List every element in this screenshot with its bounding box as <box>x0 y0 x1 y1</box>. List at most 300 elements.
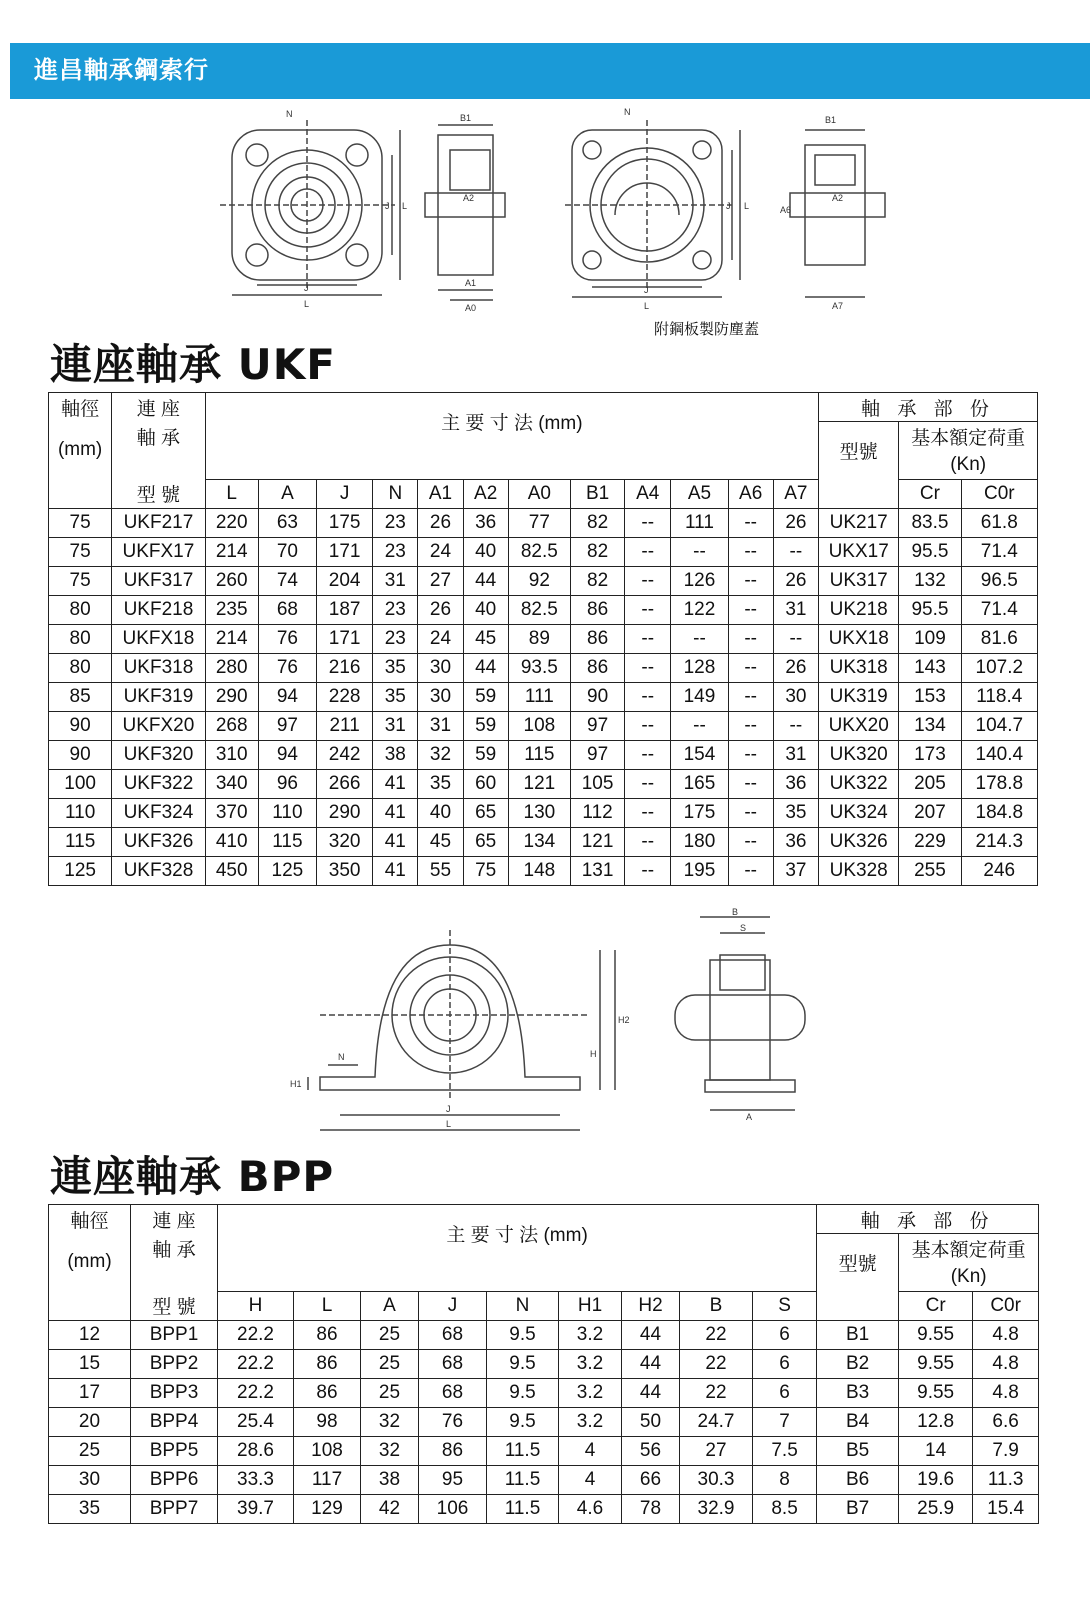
bpp-table-cell: 22.2 <box>218 1320 294 1349</box>
ukf-table-cell: -- <box>728 566 773 595</box>
ukf-table-cell: UK324 <box>819 798 899 827</box>
ukf-table-cell: 80 <box>49 595 112 624</box>
bpp-table-cell: 66 <box>622 1465 680 1494</box>
ukf-table-cell: 350 <box>317 856 373 885</box>
bpp-table-body <box>49 1320 1039 1523</box>
ukf-table-row <box>49 827 1038 856</box>
svg-text:A0: A0 <box>465 303 477 313</box>
bpp-table-cell: 9.5 <box>487 1407 559 1436</box>
bpp-col-header: H <box>218 1291 294 1320</box>
ukf-cor-header: C0r <box>961 479 1037 508</box>
ukf-table-row <box>49 624 1038 653</box>
ukf-dims-spacer <box>205 451 818 480</box>
bpp-table-cell: 68 <box>419 1378 487 1407</box>
bpp-table-cell: 106 <box>419 1494 487 1523</box>
ukf-table-cell: 36 <box>773 769 818 798</box>
ukf-col-header: A0 <box>508 479 570 508</box>
ukf-table-cell: -- <box>625 856 671 885</box>
ukf-table-cell: 59 <box>463 740 508 769</box>
ukf-table-cell: 110 <box>49 798 112 827</box>
ukf-table-cell: 242 <box>317 740 373 769</box>
ukf-table-cell: 111 <box>671 508 728 537</box>
ukf-table-cell: 105 <box>570 769 624 798</box>
ukf-shaft-unit: (mm) <box>49 422 112 480</box>
ukf-table-cell: UKX20 <box>819 711 899 740</box>
bpp-table-cell: 108 <box>294 1436 361 1465</box>
ukf-table-cell: 118.4 <box>961 682 1037 711</box>
ukf-table-cell: 31 <box>373 566 418 595</box>
ukf-table-cell: 36 <box>463 508 508 537</box>
bpp-table-cell: 22 <box>680 1320 753 1349</box>
ukf-table-cell: 40 <box>463 595 508 624</box>
ukf-col-header: A2 <box>463 479 508 508</box>
ukf-table-cell: -- <box>625 682 671 711</box>
ukf-table-cell: -- <box>728 711 773 740</box>
ukf-table-cell: 121 <box>570 827 624 856</box>
bpp-heading: 連座軸承 BPP <box>50 1152 335 1201</box>
svg-text:J: J <box>385 201 390 211</box>
ukf-table-cell: -- <box>728 827 773 856</box>
bpp-table-cell: B3 <box>817 1378 899 1407</box>
ukf-table-cell: 100 <box>49 769 112 798</box>
ukf-table-cell: UKF326 <box>112 827 205 856</box>
bpp-table-cell: 78 <box>622 1494 680 1523</box>
ukf-table-cell: 134 <box>508 827 570 856</box>
ukf-table-cell: -- <box>728 624 773 653</box>
ukf-table <box>48 392 1038 886</box>
ukf-col-header: A1 <box>418 479 463 508</box>
ukf-table-cell: 111 <box>508 682 570 711</box>
ukf-table-cell: 175 <box>317 508 373 537</box>
ukf-table-cell: UKF322 <box>112 769 205 798</box>
ukf-table-cell: 180 <box>671 827 728 856</box>
bpp-table-cell: 86 <box>419 1436 487 1465</box>
ukf-table-cell: 26 <box>773 566 818 595</box>
ukf-table-cell: 75 <box>49 508 112 537</box>
bpp-table-cell: 4.8 <box>973 1349 1039 1378</box>
ukf-table-cell: 81.6 <box>961 624 1037 653</box>
ukf-table-cell: -- <box>625 508 671 537</box>
ukf-bearing-label-3: 型 號 <box>112 479 205 508</box>
svg-text:L: L <box>402 201 408 211</box>
ukf-table-cell: -- <box>773 711 818 740</box>
ukf-table-cell: 71.4 <box>961 537 1037 566</box>
ukf-table-cell: 86 <box>570 624 624 653</box>
ukf-table-cell: 92 <box>508 566 570 595</box>
ukf-col-header: A <box>258 479 316 508</box>
ukf-heading: 連座軸承 UKF <box>50 340 336 389</box>
bpp-table-row <box>49 1320 1039 1349</box>
svg-text:J: J <box>304 283 309 293</box>
ukf-table-cell: UK218 <box>819 595 899 624</box>
ukf-table-cell: 38 <box>373 740 418 769</box>
ukf-table-cell: -- <box>625 653 671 682</box>
bpp-table-cell: 9.55 <box>899 1349 973 1378</box>
ukf-table-cell: 68 <box>258 595 316 624</box>
ukf-table-cell: 76 <box>258 624 316 653</box>
bpp-table-cell: 12 <box>49 1320 131 1349</box>
bpp-table-cell: 6 <box>753 1378 817 1407</box>
ukf-table-cell: 131 <box>570 856 624 885</box>
bpp-table-cell: 7.5 <box>753 1436 817 1465</box>
ukf-bearing-label-blank <box>112 451 205 480</box>
bpp-table-row <box>49 1349 1039 1378</box>
ukf-table-cell: 115 <box>258 827 316 856</box>
bpp-table-cell: 3.2 <box>559 1378 622 1407</box>
ukf-table-cell: 96 <box>258 769 316 798</box>
ukf-table-cell: 260 <box>205 566 258 595</box>
ukf-col-header: L <box>205 479 258 508</box>
ukf-table-cell: 266 <box>317 769 373 798</box>
ukf-table-cell: 24 <box>418 624 463 653</box>
bpp-table-cell: 8.5 <box>753 1494 817 1523</box>
ukf-column-header-row <box>49 479 1038 508</box>
ukf-model-blank <box>819 479 899 508</box>
bpp-col-header: A <box>361 1291 419 1320</box>
ukf-table-cell: 76 <box>258 653 316 682</box>
ukf-table-cell: 59 <box>463 682 508 711</box>
bpp-table-cell: 38 <box>361 1465 419 1494</box>
ukf-bearing-label-2: 軸 承 <box>112 422 205 451</box>
bpp-table-cell: BPP4 <box>131 1407 218 1436</box>
svg-text:N: N <box>286 109 293 119</box>
bpp-table-cell: B1 <box>817 1320 899 1349</box>
bpp-table-cell: 3.2 <box>559 1349 622 1378</box>
bpp-table-cell: 20 <box>49 1407 131 1436</box>
ukf-table-cell: 55 <box>418 856 463 885</box>
ukf-table-cell: UKX17 <box>819 537 899 566</box>
ukf-bearing-label-1: 連 座 <box>112 393 205 422</box>
ukf-table-cell: -- <box>728 537 773 566</box>
ukf-table-cell: 108 <box>508 711 570 740</box>
ukf-table-cell: 148 <box>508 856 570 885</box>
bpp-table <box>48 1204 1039 1524</box>
bpp-table-cell: 25.4 <box>218 1407 294 1436</box>
svg-text:B1: B1 <box>460 113 472 123</box>
svg-text:L: L <box>644 301 650 311</box>
ukf-table-cell: 83.5 <box>899 508 961 537</box>
ukf-table-cell: 216 <box>317 653 373 682</box>
ukf-table-cell: 112 <box>570 798 624 827</box>
ukf-table-cell: UKF320 <box>112 740 205 769</box>
bpp-table-cell: 3.2 <box>559 1320 622 1349</box>
ukf-table-cell: 70 <box>258 537 316 566</box>
bpp-table-cell: 6 <box>753 1349 817 1378</box>
bpp-model-blank <box>817 1291 899 1320</box>
ukf-drawing <box>220 105 900 315</box>
bpp-table-cell: 33.3 <box>218 1465 294 1494</box>
bpp-table-cell: 95 <box>419 1465 487 1494</box>
ukf-table-cell: 228 <box>317 682 373 711</box>
bpp-table-cell: 7 <box>753 1407 817 1436</box>
bpp-table-cell: 6 <box>753 1320 817 1349</box>
ukf-table-cell: 82.5 <box>508 595 570 624</box>
bpp-table-cell: 7.9 <box>973 1436 1039 1465</box>
ukf-main-dims: 主 要 寸 法 (mm) <box>205 393 818 451</box>
ukf-table-cell: 154 <box>671 740 728 769</box>
ukf-table-cell: 44 <box>463 566 508 595</box>
ukf-table-cell: 126 <box>671 566 728 595</box>
ukf-bearing-part: 軸 承 部 份 <box>819 393 1038 422</box>
ukf-table-cell: 77 <box>508 508 570 537</box>
bpp-table-cell: 9.5 <box>487 1320 559 1349</box>
bpp-column-header-row <box>49 1291 1039 1320</box>
ukf-table-row <box>49 537 1038 566</box>
ukf-table-cell: 187 <box>317 595 373 624</box>
bpp-table-cell: 30 <box>49 1465 131 1494</box>
ukf-table-cell: 35 <box>773 798 818 827</box>
ukf-table-cell: 63 <box>258 508 316 537</box>
bpp-col-header: S <box>753 1291 817 1320</box>
ukf-table-cell: 90 <box>49 740 112 769</box>
ukf-table-cell: -- <box>625 595 671 624</box>
ukf-table-cell: 340 <box>205 769 258 798</box>
ukf-table-cell: UKF319 <box>112 682 205 711</box>
bpp-table-cell: 11.3 <box>973 1465 1039 1494</box>
ukf-table-cell: 89 <box>508 624 570 653</box>
bpp-table-cell: 15 <box>49 1349 131 1378</box>
ukf-table-cell: -- <box>728 682 773 711</box>
bpp-model-label: 型號 <box>817 1234 899 1292</box>
ukf-table-cell: 35 <box>373 653 418 682</box>
bpp-table-cell: 44 <box>622 1320 680 1349</box>
svg-text:B1: B1 <box>825 115 837 125</box>
ukf-table-cell: 80 <box>49 624 112 653</box>
ukf-table-cell: 26 <box>418 595 463 624</box>
ukf-table-cell: 207 <box>899 798 961 827</box>
bpp-table-cell: 12.8 <box>899 1407 973 1436</box>
ukf-table-cell: 130 <box>508 798 570 827</box>
ukf-table-cell: UKF328 <box>112 856 205 885</box>
bpp-col-header: H1 <box>559 1291 622 1320</box>
ukf-table-cell: 41 <box>373 769 418 798</box>
ukf-table-cell: 290 <box>317 798 373 827</box>
ukf-table-cell: 104.7 <box>961 711 1037 740</box>
bpp-table-cell: 32 <box>361 1436 419 1465</box>
ukf-table-cell: 82 <box>570 508 624 537</box>
bpp-table-cell: 39.7 <box>218 1494 294 1523</box>
ukf-table-cell: UKF218 <box>112 595 205 624</box>
ukf-table-cell: 80 <box>49 653 112 682</box>
ukf-cr-header: Cr <box>899 479 961 508</box>
bpp-table-cell: 32 <box>361 1407 419 1436</box>
svg-text:A1: A1 <box>465 278 477 288</box>
ukf-table-cell: UK319 <box>819 682 899 711</box>
ukf-table-cell: 86 <box>570 595 624 624</box>
ukf-table-cell: -- <box>671 624 728 653</box>
bpp-table-cell: B2 <box>817 1349 899 1378</box>
bpp-table-cell: 11.5 <box>487 1436 559 1465</box>
ukf-table-cell: 255 <box>899 856 961 885</box>
ukf-col-header: A7 <box>773 479 818 508</box>
ukf-table-cell: 153 <box>899 682 961 711</box>
ukf-table-cell: 268 <box>205 711 258 740</box>
ukf-table-cell: 121 <box>508 769 570 798</box>
bpp-table-row <box>49 1494 1039 1523</box>
ukf-table-cell: -- <box>625 769 671 798</box>
bpp-main-dims: 主 要 寸 法 (mm) <box>218 1205 817 1263</box>
ukf-table-cell: UKF324 <box>112 798 205 827</box>
bpp-table-cell: 9.5 <box>487 1378 559 1407</box>
ukf-table-cell: 26 <box>773 653 818 682</box>
ukf-table-row <box>49 566 1038 595</box>
svg-text:J: J <box>446 1104 451 1114</box>
ukf-table-cell: 82 <box>570 537 624 566</box>
bpp-table-cell: 68 <box>419 1349 487 1378</box>
ukf-table-cell: UK320 <box>819 740 899 769</box>
bpp-bearing-label-3: 型 號 <box>131 1291 218 1320</box>
bpp-table-cell: BPP6 <box>131 1465 218 1494</box>
ukf-col-header: A5 <box>671 479 728 508</box>
bpp-table-cell: 22 <box>680 1378 753 1407</box>
ukf-table-cell: 320 <box>317 827 373 856</box>
bpp-shaft-blank <box>49 1291 131 1320</box>
ukf-table-cell: 23 <box>373 537 418 566</box>
svg-text:N: N <box>624 107 631 117</box>
ukf-table-cell: 82 <box>570 566 624 595</box>
ukf-table-cell: 122 <box>671 595 728 624</box>
bpp-load-unit: (Kn) <box>899 1263 1039 1292</box>
ukf-table-cell: 184.8 <box>961 798 1037 827</box>
company-banner <box>10 43 1090 99</box>
ukf-table-row <box>49 798 1038 827</box>
ukf-table-cell: 195 <box>671 856 728 885</box>
ukf-table-body <box>49 508 1038 885</box>
ukf-table-row <box>49 595 1038 624</box>
ukf-table-cell: 107.2 <box>961 653 1037 682</box>
ukf-table-cell: 214 <box>205 624 258 653</box>
ukf-table-cell: 90 <box>570 682 624 711</box>
ukf-table-cell: 35 <box>373 682 418 711</box>
ukf-table-cell: 75 <box>49 566 112 595</box>
ukf-table-cell: -- <box>728 740 773 769</box>
bpp-dims-spacer <box>218 1263 817 1292</box>
bpp-table-cell: 4.8 <box>973 1378 1039 1407</box>
bpp-table-cell: 24.7 <box>680 1407 753 1436</box>
ukf-table-cell: 280 <box>205 653 258 682</box>
ukf-table-cell: 82.5 <box>508 537 570 566</box>
svg-text:H1: H1 <box>290 1079 302 1089</box>
ukf-table-cell: 37 <box>773 856 818 885</box>
bpp-col-header: N <box>487 1291 559 1320</box>
ukf-table-cell: 410 <box>205 827 258 856</box>
ukf-table-cell: 246 <box>961 856 1037 885</box>
bpp-cr-header: Cr <box>899 1291 973 1320</box>
ukf-table-cell: 31 <box>373 711 418 740</box>
ukf-table-cell: 115 <box>49 827 112 856</box>
bpp-table-row <box>49 1465 1039 1494</box>
bpp-table-cell: 117 <box>294 1465 361 1494</box>
svg-text:S: S <box>740 923 747 933</box>
bpp-table-cell: 15.4 <box>973 1494 1039 1523</box>
bpp-bearing-label-blank <box>131 1263 218 1292</box>
bpp-table-cell: BPP3 <box>131 1378 218 1407</box>
bpp-table-cell: 22.2 <box>218 1349 294 1378</box>
ukf-table-cell: 26 <box>773 508 818 537</box>
ukf-table-cell: 211 <box>317 711 373 740</box>
ukf-table-cell: 35 <box>418 769 463 798</box>
ukf-table-cell: 115 <box>508 740 570 769</box>
ukf-table-cell: 96.5 <box>961 566 1037 595</box>
ukf-table-cell: 171 <box>317 624 373 653</box>
bpp-table-cell: 11.5 <box>487 1494 559 1523</box>
ukf-table-cell: 134 <box>899 711 961 740</box>
ukf-table-cell: 229 <box>899 827 961 856</box>
ukf-table-cell: 31 <box>773 595 818 624</box>
bpp-table-cell: 50 <box>622 1407 680 1436</box>
ukf-table-cell: -- <box>773 537 818 566</box>
bpp-col-header: B <box>680 1291 753 1320</box>
bpp-table-cell: 4 <box>559 1436 622 1465</box>
ukf-table-cell: 143 <box>899 653 961 682</box>
ukf-table-cell: 23 <box>373 508 418 537</box>
ukf-table-cell: 97 <box>570 740 624 769</box>
ukf-table-cell: 93.5 <box>508 653 570 682</box>
svg-text:J: J <box>726 201 731 211</box>
ukf-table-cell: -- <box>625 827 671 856</box>
svg-text:L: L <box>744 201 750 211</box>
bpp-table-row <box>49 1407 1039 1436</box>
svg-text:A2: A2 <box>463 193 475 203</box>
ukf-table-cell: 128 <box>671 653 728 682</box>
bpp-col-header: H2 <box>622 1291 680 1320</box>
ukf-table-cell: 40 <box>418 798 463 827</box>
ukf-table-cell: 220 <box>205 508 258 537</box>
ukf-load-unit: (Kn) <box>899 451 1038 480</box>
ukf-table-row <box>49 856 1038 885</box>
svg-text:A7: A7 <box>832 301 844 311</box>
ukf-table-cell: 32 <box>418 740 463 769</box>
bpp-table-cell: 68 <box>419 1320 487 1349</box>
ukf-table-cell: 71.4 <box>961 595 1037 624</box>
bpp-table-cell: 86 <box>294 1320 361 1349</box>
bpp-table-cell: 9.5 <box>487 1349 559 1378</box>
ukf-shaft-blank <box>49 479 112 508</box>
company-name: 進昌軸承鋼索行 <box>34 57 209 84</box>
ukf-table-cell: 31 <box>773 740 818 769</box>
ukf-table-cell: UKF318 <box>112 653 205 682</box>
ukf-table-cell: UK326 <box>819 827 899 856</box>
ukf-table-cell: 45 <box>463 624 508 653</box>
ukf-table-cell: 370 <box>205 798 258 827</box>
ukf-table-cell: 40 <box>463 537 508 566</box>
bpp-table-cell: B6 <box>817 1465 899 1494</box>
bpp-col-header: J <box>419 1291 487 1320</box>
ukf-table-cell: -- <box>728 508 773 537</box>
ukf-table-cell: 450 <box>205 856 258 885</box>
ukf-table-cell: 97 <box>258 711 316 740</box>
ukf-table-cell: 36 <box>773 827 818 856</box>
bpp-table-cell: 4 <box>559 1465 622 1494</box>
ukf-table-cell: -- <box>625 798 671 827</box>
svg-text:J: J <box>644 285 649 295</box>
bpp-table-cell: 27 <box>680 1436 753 1465</box>
ukf-table-cell: 290 <box>205 682 258 711</box>
ukf-table-cell: 125 <box>49 856 112 885</box>
ukf-table-cell: -- <box>625 566 671 595</box>
ukf-table-cell: 171 <box>317 537 373 566</box>
ukf-table-row <box>49 740 1038 769</box>
ukf-table-cell: UK328 <box>819 856 899 885</box>
ukf-table-cell: 74 <box>258 566 316 595</box>
ukf-table-cell: 24 <box>418 537 463 566</box>
ukf-table-cell: -- <box>625 624 671 653</box>
ukf-table-cell: UKF317 <box>112 566 205 595</box>
bpp-table-cell: 25 <box>361 1320 419 1349</box>
bpp-table-cell: 44 <box>622 1378 680 1407</box>
ukf-table-cell: UK217 <box>819 508 899 537</box>
ukf-table-cell: 59 <box>463 711 508 740</box>
